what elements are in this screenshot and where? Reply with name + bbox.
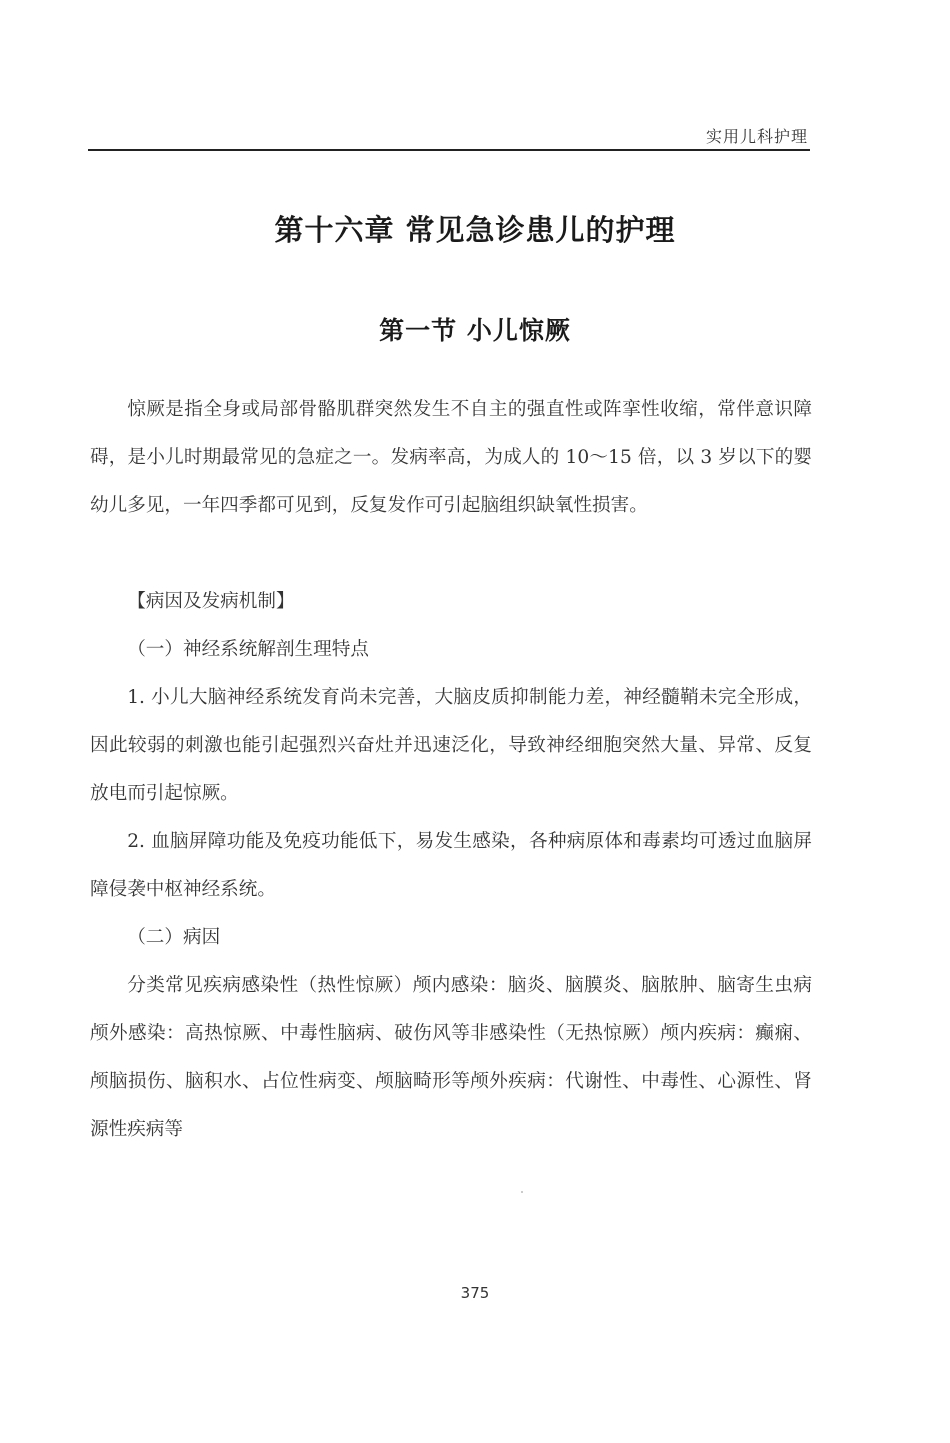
header-rule <box>88 149 810 151</box>
list-item-2: 2. 血脑屏障功能及免疫功能低下，易发生感染，各种病原体和毒素均可透过血脑屏障侵袭中枢神经系统。 <box>90 831 812 900</box>
list-item-1: 1. 小儿大脑神经系统发育尚未完善，大脑皮质抑制能力差，神经髓鞘未完全形成，因此较弱的刺激也能引起强烈兴奋灶并迅速泛化，导致神经细胞突然大量、异常、反复放电而引起惊厥。 <box>90 687 812 804</box>
section-title: 第一节 小儿惊厥 <box>379 316 571 345</box>
intro-paragraph: 惊厥是指全身或局部骨骼肌群突然发生不自主的强直性或阵挛性收缩，常伴意识障碍，是小儿时期最常见的急症之一。发病率高，为成人的 10～15 倍，以 3 岁以下的婴幼儿多见，一年四季都可见到，反复发作可引起脑组织缺氧性损害。 <box>90 399 812 516</box>
causes-heading: 【病因及发病机制】 <box>127 591 295 612</box>
scan-speck <box>521 1191 523 1193</box>
page-number: 375 <box>460 1284 490 1302</box>
subsection-causes-title: （二）病因 <box>127 927 221 948</box>
chapter-title: 第十六章 常见急诊患儿的护理 <box>274 213 676 247</box>
classification-paragraph: 分类常见疾病感染性（热性惊厥）颅内感染：脑炎、脑膜炎、脑脓肿、脑寄生虫病颅外感染：高热惊厥、中毒性脑病、破伤风等非感染性（无热惊厥）颅内疾病：癫痫、颅脑损伤、脑积水、占位性病变、颅脑畸形等颅外疾病：代谢性、中毒性、心源性、肾源性疾病等 <box>90 975 812 1140</box>
subsection-anatomy-title: （一）神经系统解剖生理特点 <box>127 639 369 660</box>
intro-paragraph-block <box>90 386 812 530</box>
causes-block <box>90 578 812 1154</box>
running-header: 实用儿科护理 <box>705 127 808 146</box>
